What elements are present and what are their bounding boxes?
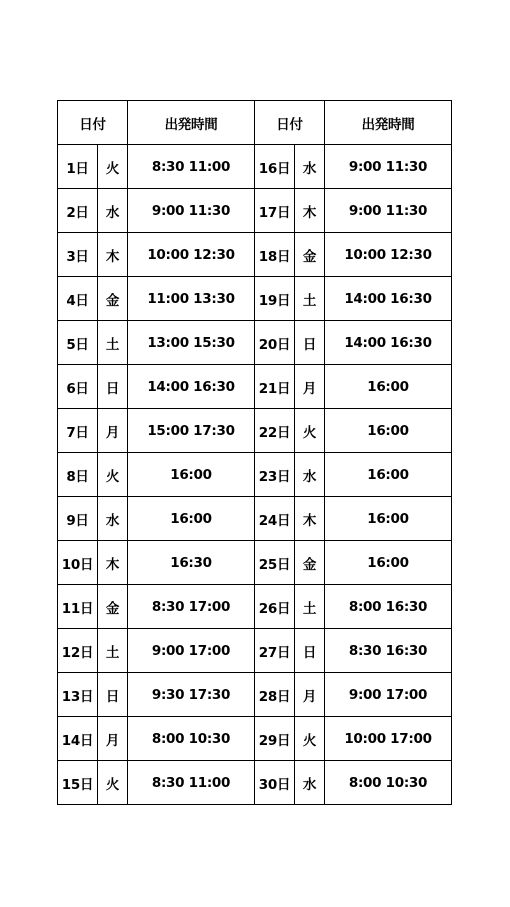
table-row xyxy=(58,145,452,189)
left-weekday-cell: 水 xyxy=(98,189,128,233)
time-header-left: 出発時間 xyxy=(128,101,255,145)
table-row xyxy=(58,585,452,629)
right-date-cell: 23日 xyxy=(255,453,295,497)
right-date-cell: 21日 xyxy=(255,365,295,409)
left-departure-time-cell: 8:30 11:00 xyxy=(128,761,255,805)
left-weekday-cell: 日 xyxy=(98,673,128,717)
left-date-cell: 11日 xyxy=(58,585,98,629)
left-date-cell: 9日 xyxy=(58,497,98,541)
left-weekday-cell: 火 xyxy=(98,761,128,805)
left-weekday-cell: 土 xyxy=(98,629,128,673)
right-date-cell: 29日 xyxy=(255,717,295,761)
left-weekday-cell: 木 xyxy=(98,233,128,277)
table-row xyxy=(58,497,452,541)
right-date-cell: 16日 xyxy=(255,145,295,189)
right-departure-time-cell: 9:00 11:30 xyxy=(325,145,452,189)
left-weekday-cell: 土 xyxy=(98,321,128,365)
right-departure-time-cell: 16:00 xyxy=(325,409,452,453)
left-date-cell: 4日 xyxy=(58,277,98,321)
left-departure-time-cell: 14:00 16:30 xyxy=(128,365,255,409)
left-date-cell: 8日 xyxy=(58,453,98,497)
right-date-cell: 28日 xyxy=(255,673,295,717)
left-date-cell: 15日 xyxy=(58,761,98,805)
right-departure-time-cell: 14:00 16:30 xyxy=(325,321,452,365)
right-departure-time-cell: 16:00 xyxy=(325,541,452,585)
left-date-cell: 10日 xyxy=(58,541,98,585)
table-row xyxy=(58,453,452,497)
right-departure-time-cell: 8:30 16:30 xyxy=(325,629,452,673)
table-row xyxy=(58,761,452,805)
right-departure-time-cell: 16:00 xyxy=(325,497,452,541)
right-weekday-cell: 月 xyxy=(295,673,325,717)
left-departure-time-cell: 16:00 xyxy=(128,453,255,497)
left-date-cell: 14日 xyxy=(58,717,98,761)
table-row xyxy=(58,277,452,321)
left-date-cell: 5日 xyxy=(58,321,98,365)
right-departure-time-cell: 16:00 xyxy=(325,453,452,497)
left-departure-time-cell: 11:00 13:30 xyxy=(128,277,255,321)
left-date-cell: 6日 xyxy=(58,365,98,409)
table-row xyxy=(58,189,452,233)
left-date-cell: 2日 xyxy=(58,189,98,233)
right-weekday-cell: 月 xyxy=(295,365,325,409)
left-weekday-cell: 木 xyxy=(98,541,128,585)
right-weekday-cell: 火 xyxy=(295,717,325,761)
right-departure-time-cell: 10:00 17:00 xyxy=(325,717,452,761)
right-departure-time-cell: 14:00 16:30 xyxy=(325,277,452,321)
departure-schedule-table xyxy=(57,100,452,805)
right-weekday-cell: 水 xyxy=(295,145,325,189)
table-row xyxy=(58,233,452,277)
right-weekday-cell: 土 xyxy=(295,277,325,321)
left-date-cell: 12日 xyxy=(58,629,98,673)
table-row xyxy=(58,365,452,409)
right-weekday-cell: 日 xyxy=(295,321,325,365)
table-row xyxy=(58,717,452,761)
right-date-cell: 27日 xyxy=(255,629,295,673)
left-departure-time-cell: 16:00 xyxy=(128,497,255,541)
left-departure-time-cell: 16:30 xyxy=(128,541,255,585)
left-date-cell: 3日 xyxy=(58,233,98,277)
left-departure-time-cell: 9:30 17:30 xyxy=(128,673,255,717)
right-weekday-cell: 木 xyxy=(295,189,325,233)
left-weekday-cell: 月 xyxy=(98,409,128,453)
right-date-cell: 17日 xyxy=(255,189,295,233)
right-departure-time-cell: 16:00 xyxy=(325,365,452,409)
table-row xyxy=(58,321,452,365)
left-departure-time-cell: 8:00 10:30 xyxy=(128,717,255,761)
left-weekday-cell: 火 xyxy=(98,145,128,189)
left-departure-time-cell: 15:00 17:30 xyxy=(128,409,255,453)
left-departure-time-cell: 8:30 17:00 xyxy=(128,585,255,629)
right-date-cell: 24日 xyxy=(255,497,295,541)
left-weekday-cell: 火 xyxy=(98,453,128,497)
right-date-cell: 30日 xyxy=(255,761,295,805)
left-weekday-cell: 月 xyxy=(98,717,128,761)
right-date-cell: 22日 xyxy=(255,409,295,453)
left-weekday-cell: 金 xyxy=(98,277,128,321)
right-date-cell: 25日 xyxy=(255,541,295,585)
table-row xyxy=(58,541,452,585)
right-weekday-cell: 木 xyxy=(295,497,325,541)
left-date-cell: 7日 xyxy=(58,409,98,453)
right-date-cell: 18日 xyxy=(255,233,295,277)
right-departure-time-cell: 8:00 16:30 xyxy=(325,585,452,629)
left-departure-time-cell: 9:00 17:00 xyxy=(128,629,255,673)
left-date-cell: 13日 xyxy=(58,673,98,717)
left-weekday-cell: 金 xyxy=(98,585,128,629)
right-date-cell: 20日 xyxy=(255,321,295,365)
right-weekday-cell: 水 xyxy=(295,761,325,805)
right-departure-time-cell: 8:00 10:30 xyxy=(325,761,452,805)
right-weekday-cell: 金 xyxy=(295,541,325,585)
right-departure-time-cell: 10:00 12:30 xyxy=(325,233,452,277)
left-date-cell: 1日 xyxy=(58,145,98,189)
left-departure-time-cell: 13:00 15:30 xyxy=(128,321,255,365)
right-weekday-cell: 水 xyxy=(295,453,325,497)
time-header-right: 出発時間 xyxy=(325,101,452,145)
right-weekday-cell: 土 xyxy=(295,585,325,629)
left-departure-time-cell: 9:00 11:30 xyxy=(128,189,255,233)
right-departure-time-cell: 9:00 11:30 xyxy=(325,189,452,233)
table-row xyxy=(58,629,452,673)
left-weekday-cell: 日 xyxy=(98,365,128,409)
left-weekday-cell: 水 xyxy=(98,497,128,541)
right-date-cell: 19日 xyxy=(255,277,295,321)
right-weekday-cell: 火 xyxy=(295,409,325,453)
table-row xyxy=(58,673,452,717)
left-departure-time-cell: 8:30 11:00 xyxy=(128,145,255,189)
header-row xyxy=(58,101,452,145)
date-header-right: 日付 xyxy=(255,101,325,145)
date-header-left: 日付 xyxy=(58,101,128,145)
right-weekday-cell: 金 xyxy=(295,233,325,277)
table-row xyxy=(58,409,452,453)
left-departure-time-cell: 10:00 12:30 xyxy=(128,233,255,277)
schedule-body xyxy=(58,145,452,805)
right-departure-time-cell: 9:00 17:00 xyxy=(325,673,452,717)
right-date-cell: 26日 xyxy=(255,585,295,629)
right-weekday-cell: 日 xyxy=(295,629,325,673)
